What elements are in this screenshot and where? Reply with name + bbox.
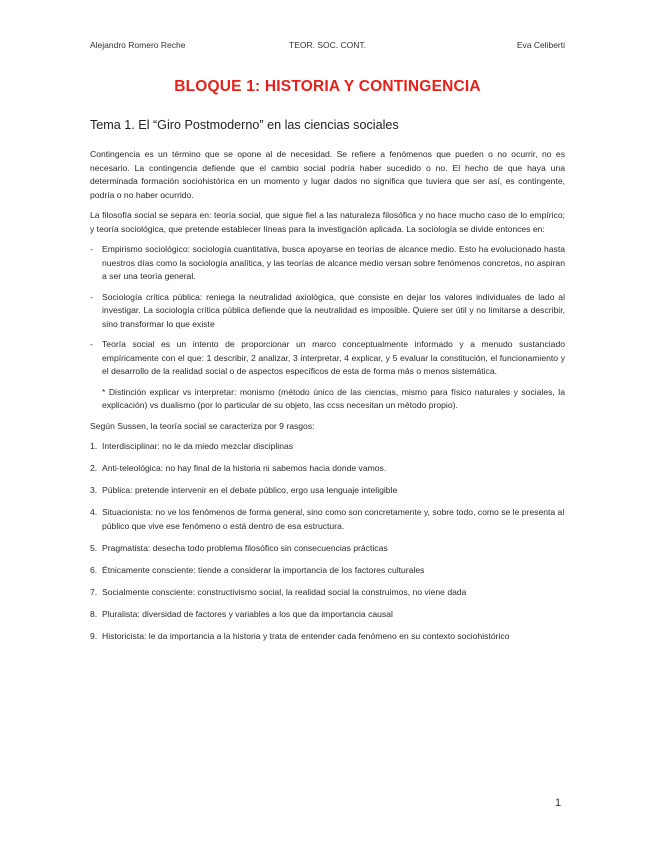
list-item xyxy=(90,338,565,379)
list-item-text: Historicista: le da importancia a la historia y trata de entender cada fenómeno en su contexto sociohistórico xyxy=(102,631,510,642)
header-right-name: Eva Celiberti xyxy=(516,40,565,50)
list-item xyxy=(90,608,565,622)
header-author: Alejandro Romero Reche xyxy=(90,40,186,50)
list-item xyxy=(90,630,565,644)
list-item xyxy=(90,586,565,600)
page-number: 1 xyxy=(555,797,562,809)
document-body xyxy=(90,148,565,652)
list-item xyxy=(90,243,565,284)
dash-bullet: - xyxy=(90,244,93,254)
item-number: 3. xyxy=(90,485,98,496)
header-course: TEOR. SOC. CONT. xyxy=(289,40,366,50)
dash-bullet: - xyxy=(90,291,93,302)
list-item-text: Pluralista: diversidad de factores y variables a los que da importancia causal xyxy=(102,609,393,620)
item-number: 8. xyxy=(90,609,98,620)
list-item-text: Interdisciplinar: no le da miedo mezclar disciplinas xyxy=(102,441,294,451)
list-item-text: Étnicamente consciente: tiende a considerar la importancia de los factores culturales xyxy=(102,564,425,575)
list-item xyxy=(90,506,565,533)
page-header xyxy=(90,40,565,54)
list-item-text: Sociología crítica pública: reniega la neutralidad axiológica, que consiste en dejar los valores individuales de lado al investigar. La sociología crítica pública defiende que la neutralidad es imposible. Quiere ser útil y no limitarse a describir, sino transformar lo que existe xyxy=(102,291,565,329)
list-item xyxy=(90,484,565,498)
paragraph-sussen: Según Sussen, la teoría social se caracteriza por 9 rasgos: xyxy=(90,420,315,431)
list-item xyxy=(90,462,565,476)
list-item-text: Situacionista: no ve los fenómenos de forma general, sino como son concretamente y, sobre todo, como se le presenta al público que vive ese fenómeno o está dentro de esa estructura. xyxy=(102,507,565,531)
item-number: 7. xyxy=(90,587,98,598)
list-item-text: Empirismo sociológico: sociología cuantitativa, busca apoyarse en teorías de alcance medio. Esto ha evolucionado hasta nuestros días como la sociología analítica, y las teorías de alcance medio versan sobre fenómenos concretos, no aspiran a ser una teoría general. xyxy=(102,244,565,281)
list-item xyxy=(90,440,565,454)
note-explicar-interpretar: * Distinción explicar vs interpretar: monismo (método único de las ciencias, mismo para físico naturales y sociales, la explicación) vs dualismo (por lo particular de su objeto, las ccss necesitan un método propio). xyxy=(102,386,565,410)
item-number: 4. xyxy=(90,507,98,518)
list-item-text: Pragmatista: desecha todo problema filosófico sin consecuencias prácticas xyxy=(102,542,388,553)
item-number: 1. xyxy=(90,441,98,451)
section-subtitle: Tema 1. El “Giro Postmoderno” en las ciencias sociales xyxy=(90,118,399,132)
item-number: 9. xyxy=(90,631,98,642)
list-item xyxy=(90,564,565,578)
list-item-text: Anti-teleológica: no hay final de la historia ni sabemos hacia donde vamos. xyxy=(102,463,387,474)
item-number: 6. xyxy=(90,564,98,575)
list-item-text: Socialmente consciente: constructivismo social, la realidad social la construimos, no viene dada xyxy=(102,587,467,598)
item-number: 5. xyxy=(90,542,98,553)
dash-bullet: - xyxy=(90,339,93,349)
list-item xyxy=(90,542,565,556)
list-item xyxy=(90,291,565,332)
paragraph-filosofia-social: La filosofía social se separa en: teoría social, que sigue fiel a las naturaleza filosófica y no hace mucho caso de lo empírico; y teoría sociológica, que pretende establecer líneas para la investigación aplicada. La sociología se divide entonces en: xyxy=(90,210,565,234)
list-item-text: Pública: pretende intervenir en el debate público, ergo usa lenguaje inteligible xyxy=(102,485,398,496)
paragraph-contingencia: Contingencia es un término que se opone al de necesidad. Se refiere a fenómenos que pueden o no ocurrir, no es necesario. La contingencia defiende que el cambio social podría haber sucedido o no. El hecho de que haya una determinada formación sociohistórica en un momento y lugar dados no significa que tuviera que ser así, es contingente, podría o no haber ocurrido. xyxy=(90,149,565,200)
item-number: 2. xyxy=(90,463,98,474)
page-title: BLOQUE 1: HISTORIA Y CONTINGENCIA xyxy=(174,78,481,95)
sociology-types-list xyxy=(90,243,565,379)
traits-list xyxy=(90,440,565,644)
list-item-text: Teoría social es un intento de proporcionar un marco conceptualmente informado y a menudo sustanciado empíricamente con el que: 1 describir, 2 analizar, 3 interpretar, 4 explicar, y 5 evaluar la constitución, el funcionamiento y el desarrollo de la realidad social o de aspectos específicos de esta de forma más o menos sistemática. xyxy=(102,339,565,376)
